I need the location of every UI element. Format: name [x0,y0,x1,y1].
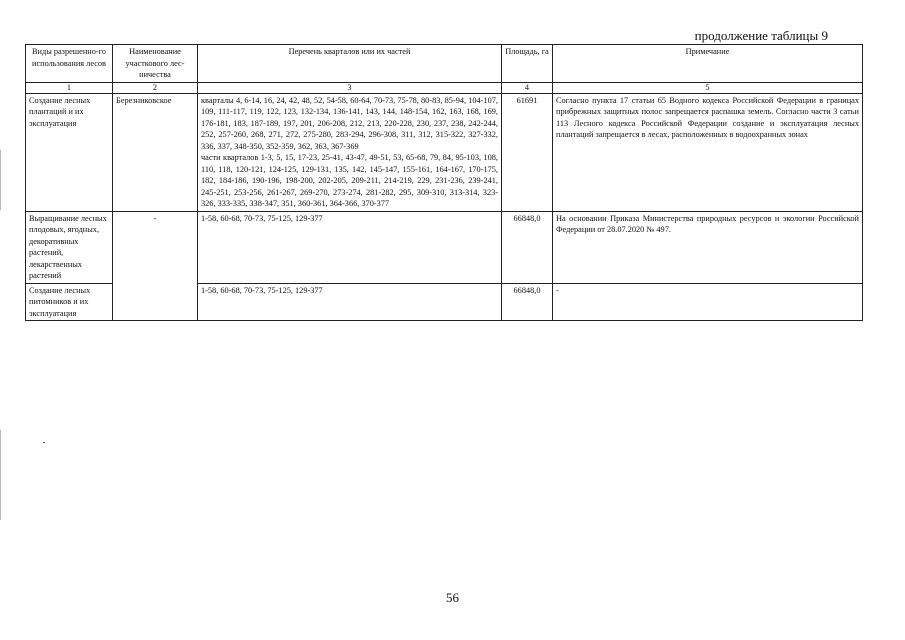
forestry-cell: Березниковское [113,93,198,211]
column-header-forestry: Наименование участкового лес-ничества [113,45,198,83]
column-number-row [26,82,863,93]
scan-speck [43,442,45,443]
scan-edge-mark [0,430,1,520]
quarters-cell [198,93,502,211]
quarters-parts-text: части кварталов 1-3, 5, 15, 17-23, 25-41, 43-47, 49-51, 53, 65-68, 79, 84, 95-103, 108, 110, 118, 120-121, 124-125, 129-131, 135, 142, 145-147, 155-161, 164-167, 170-175, 182, 184-186, 190-196, 198-200, 202-205, 209-211, 214-219, 229, 231-236, 239-241, 245-251, 253-256, 261-267, 269-270, 273-274, 281-282, 295, 309-310, 313-314, 323-326, 333-335, 338-347, 351, 360-361, 364-366, 370-377 [201,153,498,208]
column-number: 5 [553,82,863,93]
quarters-cell: 1-58, 60-68, 70-73, 75-125, 129-377 [198,211,502,283]
forestry-cell: - [113,211,198,321]
column-header-note: Примечание [553,45,863,83]
table-header-row [26,45,863,83]
forest-use-table [25,44,863,321]
note-cell: На основании Приказа Министерства природных ресурсов и экологии Российской Федерации от 28.07.2020 № 497. [553,211,863,283]
quarters-cell: 1-58, 60-68, 70-73, 75-125, 129-377 [198,283,502,321]
area-cell: 61691 [502,93,553,211]
column-header-quarters: Перечень кварталов или их частей [198,45,502,83]
table-row [26,211,863,283]
column-number: 4 [502,82,553,93]
column-number: 1 [26,82,113,93]
area-cell: 66848,0 [502,211,553,283]
use-type-cell: Создание лесных питомников и их эксплуатация [26,283,113,321]
note-cell: - [553,283,863,321]
area-cell: 66848,0 [502,283,553,321]
column-header-use-type: Виды разрешенно-го использования лесов [26,45,113,83]
scan-edge-mark [0,150,1,210]
column-number: 2 [113,82,198,93]
column-header-area: Площадь, га [502,45,553,83]
table-continuation-caption: продолжение таблицы 9 [694,28,828,43]
quarters-full-text: кварталы 4, 6-14, 16, 24, 42, 48, 52, 54-58, 60-64, 70-73, 75-78, 80-83, 85-94, 104-107, 109, 111-117, 119, 122, 123, 132-134, 136-141, 143, 144, 148-154, 162, 163, 168, 169, 176-181, 183, 187-189, 197, 201, 206-208, 212, 213, 220-228, 230, 237, 238, 242-244, 252, 257-260, 268, 271, 272, 275-280, 283-294, 296-308, 311, 312, 315-322, 327-332, 336, 337, 348-350, 352-359, 362, 363, 367-369 [201,95,498,151]
use-type-cell: Выращивание лесных плодовых, ягодных, декоративных растений, лекарственных растений [26,211,113,283]
page-number: 56 [446,590,459,605]
note-cell: Согласно пункта 17 статьи 65 Водного кодекса Российской Федерации в границах прибрежных защитных полос запрещается распашка земель. Согласно части 3 сатьи 113 Лесного кодекса Российской Федерации создание и эксплуатация лесных плантаций запрещается в лесах, расположенных в водоохранных зонах [553,93,863,211]
table-row [26,93,863,211]
use-type-cell: Создание лесных плантаций и их эксплуатация [26,93,113,211]
column-number: 3 [198,82,502,93]
